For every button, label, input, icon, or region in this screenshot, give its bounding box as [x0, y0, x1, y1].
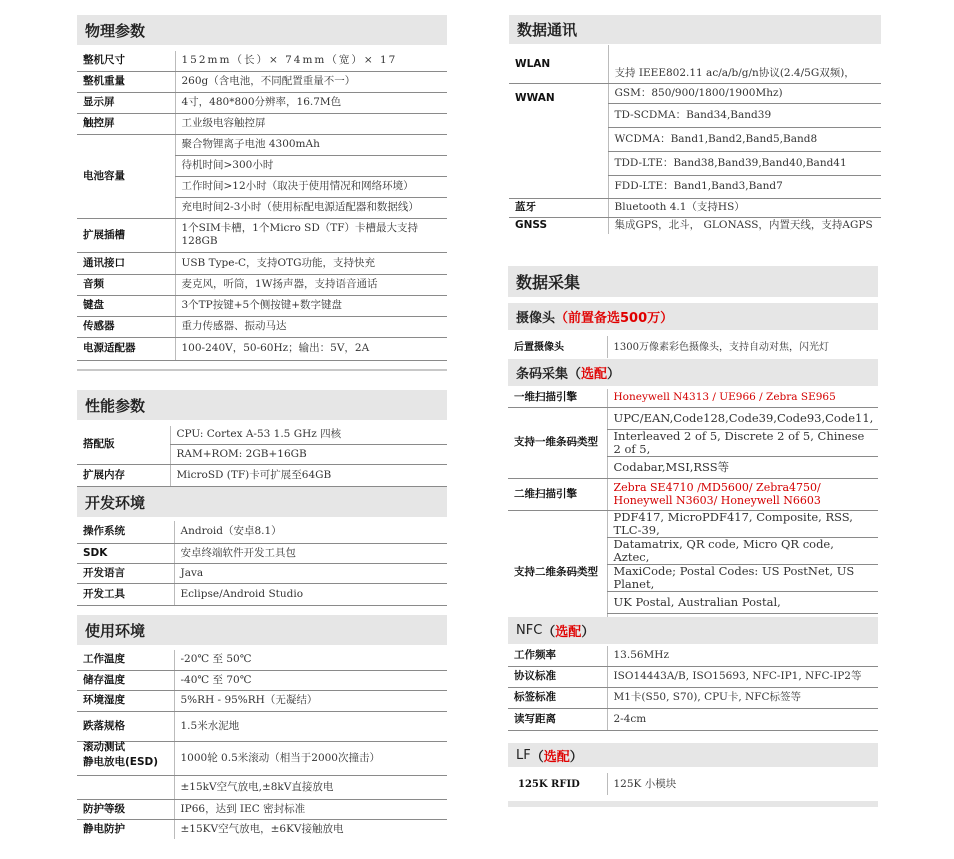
- spec-value: 安卓终端软件开发工具包: [174, 543, 447, 563]
- table-row: [509, 175, 881, 198]
- table-row: [77, 113, 447, 134]
- comm-title: 数据通讯: [509, 15, 881, 44]
- spec-value: 1.5米水泥地: [174, 711, 447, 741]
- spec-key: 传感器: [77, 316, 175, 337]
- spec-key: WWAN: [515, 91, 555, 104]
- spec-key: 通讯接口: [77, 252, 175, 274]
- spec-value: WCDMA：Band1,Band2,Band5,Band8: [608, 127, 881, 151]
- table-row: [509, 198, 881, 217]
- table-row: [509, 45, 881, 83]
- spec-key: 读写距离: [508, 708, 607, 730]
- lf-optional: 选配: [543, 749, 570, 765]
- spec-value: 260g（含电池，不同配置重量不一）: [175, 71, 447, 92]
- spec-value: 麦克风，听筒，1W扬声器，支持语音通话: [175, 274, 447, 295]
- table-row: [77, 316, 447, 337]
- spec-value: 152mm（长）× 74mm（宽）× 17: [175, 51, 447, 71]
- spec-value: TD-SCDMA：Band34,Band39: [608, 103, 881, 127]
- spec-key: [77, 741, 174, 775]
- spec-value: 集成GPS，北斗， GLONASS，内置天线，支持AGPS: [608, 217, 881, 234]
- spec-value: Android（安卓8.1）: [174, 521, 447, 543]
- table-row: [77, 252, 447, 274]
- table-row: [77, 543, 447, 563]
- spec-value: PDF417, MicroPDF417, Composite, RSS, TLC-39,: [607, 510, 878, 537]
- spec-value: Codabar,MSI,RSS等: [607, 456, 878, 478]
- table-row: [77, 670, 447, 690]
- spec-key: 标签标准: [508, 687, 607, 708]
- capture-title: 数据采集: [508, 266, 878, 297]
- spec-key: 蓝牙: [509, 198, 608, 217]
- lf-paren-open: （: [530, 749, 544, 765]
- devenv-table: [77, 521, 447, 606]
- devenv-section: [77, 487, 447, 606]
- spec-value: UK Postal, Australian Postal,: [607, 591, 878, 613]
- table-row: [77, 819, 447, 839]
- spec-key: [509, 175, 608, 198]
- table-row: [508, 407, 878, 429]
- spec-key: 环境湿度: [77, 690, 174, 711]
- table-row: [77, 799, 447, 819]
- table-row: [508, 687, 878, 708]
- spec-key: 显示屏: [77, 92, 175, 113]
- spec-key: 125K RFID: [518, 778, 580, 790]
- spec-value: Java: [174, 563, 447, 583]
- barcode-subheader: [508, 359, 878, 386]
- table-row: [508, 773, 878, 795]
- spec-value: UPC/EAN,Code128,Code39,Code93,Code11,: [607, 407, 878, 429]
- spec-value: GSM：850/900/1800/1900Mhz): [608, 83, 881, 103]
- table-row: [508, 708, 878, 730]
- performance-title: 性能参数: [77, 390, 447, 420]
- spec-key: 扩展内存: [77, 464, 170, 486]
- lf-table: [508, 773, 878, 795]
- table-row: [508, 666, 878, 687]
- useenv-title: 使用环境: [77, 615, 447, 645]
- spec-value: ISO14443A/B, ISO15693, NFC-IP1, NFC-IP2等: [607, 666, 878, 687]
- spec-value: 工作时间>12小时（取决于使用情况和网络环境）: [175, 176, 447, 197]
- spec-value: ±15KV空气放电，±6KV接触放电: [174, 819, 447, 839]
- table-row: [508, 510, 878, 537]
- nfc-optional: 选配: [555, 625, 582, 640]
- nfc-label: NFC: [516, 623, 543, 638]
- spec-value: 125K 小模块: [607, 773, 878, 795]
- table-row: [77, 134, 447, 155]
- performance-table: [77, 426, 447, 487]
- table-row: [77, 218, 447, 252]
- table-row: [509, 151, 881, 175]
- spec-key: 触控屏: [77, 113, 175, 134]
- spec-value: 聚合物锂离子电池 4300mAh: [175, 134, 447, 155]
- spec-key: 操作系统: [77, 521, 174, 543]
- spec-key: WLAN: [509, 45, 608, 83]
- spec-value: Interleaved 2 of 5, Discrete 2 of 5, Chinese 2 of 5,: [607, 429, 878, 456]
- spec-value: 1300万像素彩色摄像头，支持自动对焦，闪光灯: [607, 336, 878, 358]
- spec-value: Bluetooth 4.1（支持HS）: [608, 198, 881, 217]
- table-row: [77, 775, 447, 799]
- table-row: [77, 51, 447, 71]
- nfc-subheader: [508, 617, 878, 644]
- spec-key: 电池容量: [77, 134, 175, 218]
- spec-value: 5%RH - 95%RH（无凝结）: [174, 690, 447, 711]
- table-row: [77, 295, 447, 316]
- table-row: [77, 274, 447, 295]
- spec-value: IP66，达到 IEC 密封标准: [174, 799, 447, 819]
- spec-key: 整机重量: [77, 71, 175, 92]
- comm-table: [509, 45, 881, 234]
- spec-key: 一维扫描引擎: [508, 389, 607, 407]
- spec-value: Datamatrix, QR code, Micro QR code, Aztec,: [607, 537, 878, 564]
- table-row: [77, 741, 447, 775]
- barcode-optional: 选配: [581, 367, 608, 382]
- physical-title: 物理参数: [77, 15, 447, 45]
- comm-section: [509, 15, 881, 234]
- table-row: [509, 83, 881, 103]
- spec-value: MicroSD (TF)卡可扩展至64GB: [170, 464, 447, 486]
- camera-label: 摄像头: [516, 311, 556, 326]
- spec-value: Zebra SE4710 /MD5600/ Zebra4750/ Honeywell N3603/ Honeywell N6603: [607, 478, 878, 510]
- table-row: [508, 478, 878, 510]
- spec-key: 跌落规格: [77, 711, 174, 741]
- spec-key: 扩展插槽: [77, 218, 175, 252]
- spec-value: 3个TP按键+5个侧按键+数字键盘: [175, 295, 447, 316]
- spec-value: 待机时间>300小时: [175, 155, 447, 176]
- lf-subheader: [508, 743, 878, 767]
- spec-value: -20℃ 至 50℃: [174, 650, 447, 670]
- spec-key: 整机尺寸: [77, 51, 175, 71]
- spec-key: 开发语言: [77, 563, 174, 583]
- spec-value: CPU: Cortex A-53 1.5 GHz 四核: [170, 426, 447, 444]
- spec-key: 开发工具: [77, 583, 174, 605]
- spec-key: 后置摄像头: [514, 341, 564, 353]
- spec-key: 音频: [77, 274, 175, 295]
- spec-value: 4寸，480*800分辨率，16.7M色: [175, 92, 447, 113]
- table-row: [77, 337, 447, 360]
- spec-value: 支持 IEEE802.11 ac/a/b/g/n协议(2.4/5G双频)，: [608, 45, 881, 83]
- spec-value: Honeywell N4313 / UE966 / Zebra SE965: [607, 389, 878, 407]
- spec-value: 1000轮 0.5米滚动（相当于2000次撞击）: [174, 741, 447, 775]
- table-row: [77, 711, 447, 741]
- nfc-paren-open: （: [542, 625, 556, 640]
- spec-key: GNSS: [515, 219, 548, 232]
- useenv-section: [77, 615, 447, 839]
- spec-value: TDD-LTE：Band38,Band39,Band40,Band41: [608, 151, 881, 175]
- spec-key: 搭配版: [77, 426, 170, 464]
- spec-key: [77, 775, 174, 799]
- table-row: [508, 336, 878, 358]
- spec-key: 二维扫描引擎: [508, 478, 607, 510]
- performance-section: [77, 390, 447, 487]
- lf-label: LF: [516, 747, 531, 763]
- spec-value: RAM+ROM: 2GB+16GB: [170, 444, 447, 464]
- spec-key: 工作温度: [77, 650, 174, 670]
- spec-value: FDD-LTE：Band1,Band3,Band7: [608, 175, 881, 198]
- lf-bottom-divider: [508, 801, 878, 807]
- table-row: [509, 217, 881, 234]
- capture-section: [508, 266, 878, 635]
- table-row: [77, 71, 447, 92]
- table-row: [508, 646, 878, 666]
- table-row: [77, 521, 447, 543]
- spec-key: 协议标准: [508, 666, 607, 687]
- spec-value: 100-240V，50-60Hz；输出：5V，2A: [175, 337, 447, 360]
- nfc-paren-close: ）: [581, 625, 595, 640]
- spec-value: 1个SIM卡槽，1个Micro SD（TF）卡槽最大支持128GB: [175, 218, 447, 252]
- barcode-paren-open: （: [568, 367, 582, 382]
- barcode-label: 条码采集: [516, 367, 569, 382]
- spec-value: 2-4cm: [607, 708, 878, 730]
- table-row: [77, 426, 447, 444]
- camera-subheader: [508, 303, 878, 330]
- lf-paren-close: ）: [569, 749, 583, 765]
- barcode-table: [508, 389, 878, 635]
- spec-value: ±15kV空气放电,±8kV直接放电: [174, 775, 447, 799]
- spec-key: 工作频率: [508, 646, 607, 666]
- spec-key: 防护等级: [77, 799, 174, 819]
- spec-key: [509, 151, 608, 175]
- esd-label: 静电放电(ESD): [83, 756, 159, 768]
- spec-value: M1卡(S50, S70), CPU卡, NFC标签等: [607, 687, 878, 708]
- table-row: [508, 389, 878, 407]
- nfc-table: [508, 646, 878, 731]
- spec-key: 储存温度: [77, 670, 174, 690]
- spec-value: 充电时间2-3小时（使用标配电源适配器和数据线）: [175, 197, 447, 218]
- table-row: [77, 563, 447, 583]
- rolling-test-label: 滚动测试: [83, 741, 125, 753]
- camera-note: （前置备选500万）: [555, 311, 674, 326]
- spec-key: 支持二维条码类型: [514, 566, 598, 579]
- physical-section: [77, 15, 447, 371]
- lf-section: [508, 743, 878, 807]
- spec-value: 工业级电容触控屏: [175, 113, 447, 134]
- spec-key: 键盘: [77, 295, 175, 316]
- devenv-title: 开发环境: [77, 487, 447, 517]
- spec-value: USB Type-C，支持OTG功能，支持快充: [175, 252, 447, 274]
- spec-key: 支持一维条码类型: [508, 407, 607, 478]
- table-row: [77, 583, 447, 605]
- spec-value: 13.56MHz: [607, 646, 878, 666]
- table-row: [77, 690, 447, 711]
- table-row: [77, 464, 447, 486]
- spec-key: 静电防护: [83, 822, 125, 835]
- useenv-table: [77, 650, 447, 839]
- spec-value: MaxiCode; Postal Codes: US PostNet, US Planet,: [607, 564, 878, 591]
- spec-key: 电源适配器: [77, 337, 175, 360]
- spec-key: SDK: [77, 543, 174, 563]
- spec-value: 重力传感器、振动马达: [175, 316, 447, 337]
- table-row: [77, 650, 447, 670]
- table-row: [77, 92, 447, 113]
- spec-value: Eclipse/Android Studio: [174, 583, 447, 605]
- camera-table: [508, 336, 878, 358]
- spec-value: -40℃ 至 70℃: [174, 670, 447, 690]
- physical-table: [77, 51, 447, 361]
- nfc-section: [508, 617, 878, 731]
- barcode-paren-close: ）: [607, 367, 621, 382]
